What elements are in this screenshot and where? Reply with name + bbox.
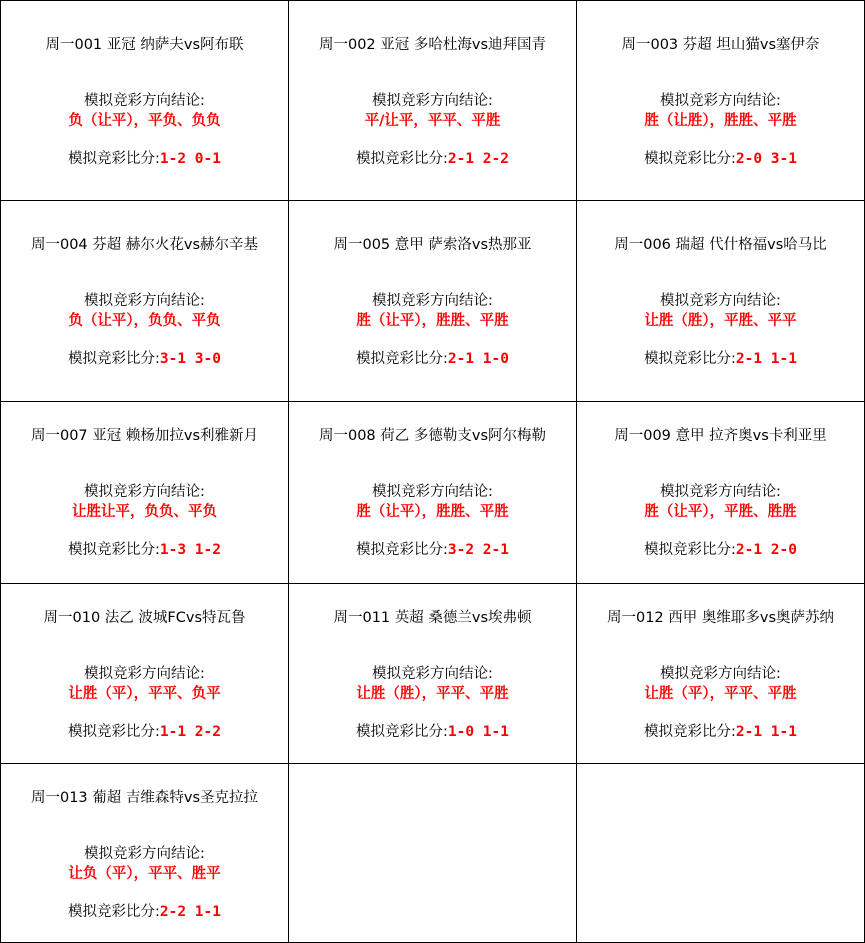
direction-result: 负（让平），负负、平负 xyxy=(68,313,221,329)
score-value: 2-0 3-1 xyxy=(735,151,797,167)
empty-cell xyxy=(577,764,864,942)
score-value: 3-2 2-1 xyxy=(447,542,509,558)
match-cell xyxy=(1,402,289,584)
match-title: 周一002 亚冠 多哈杜海vs迪拜国青 xyxy=(318,37,547,53)
match-title: 周一013 葡超 吉维森特vs圣克拉拉 xyxy=(30,790,259,806)
score-line xyxy=(577,349,864,369)
direction-result: 平/让平，平平、平胜 xyxy=(364,113,501,129)
score-label: 模拟竞彩比分: xyxy=(68,151,160,167)
direction-result: 让胜（胜），平胜、平平 xyxy=(644,313,797,329)
score-value: 1-0 1-1 xyxy=(447,724,509,740)
score-line xyxy=(1,722,288,742)
match-title: 周一008 荷乙 多德勒支vs阿尔梅勒 xyxy=(318,428,547,444)
direction-label: 模拟竞彩方向结论: xyxy=(660,666,781,682)
score-label: 模拟竞彩比分: xyxy=(644,151,736,167)
match-cell xyxy=(289,402,577,584)
score-label: 模拟竞彩比分: xyxy=(356,542,448,558)
match-title: 周一007 亚冠 赖杨加拉vs利雅新月 xyxy=(30,428,259,444)
match-cell xyxy=(1,1,289,201)
match-title: 周一003 芬超 坦山猫vs塞伊奈 xyxy=(621,37,820,53)
score-line xyxy=(289,722,576,742)
direction-label: 模拟竞彩方向结论: xyxy=(84,293,205,309)
match-cell xyxy=(577,584,864,764)
direction-result: 让胜（平），平平、平胜 xyxy=(644,686,797,702)
match-cell xyxy=(289,584,577,764)
score-label: 模拟竞彩比分: xyxy=(356,351,448,367)
direction-label: 模拟竞彩方向结论: xyxy=(84,846,205,862)
direction-label: 模拟竞彩方向结论: xyxy=(660,293,781,309)
score-value: 1-2 0-1 xyxy=(159,151,221,167)
match-cell xyxy=(577,1,864,201)
score-value: 2-1 1-0 xyxy=(447,351,509,367)
match-title: 周一004 芬超 赫尔火花vs赫尔辛基 xyxy=(30,237,259,253)
score-line xyxy=(1,149,288,169)
match-title: 周一010 法乙 波城FCvs特瓦鲁 xyxy=(43,610,246,626)
match-cell xyxy=(289,201,577,402)
score-line xyxy=(289,149,576,169)
score-value: 2-2 1-1 xyxy=(159,904,221,920)
direction-result: 胜（让平），平胜、胜胜 xyxy=(644,504,797,520)
direction-result: 让负（平），平平、胜平 xyxy=(68,866,221,882)
score-line xyxy=(1,902,288,922)
score-value: 2-1 2-2 xyxy=(447,151,509,167)
direction-label: 模拟竞彩方向结论: xyxy=(660,484,781,500)
score-value: 1-1 2-2 xyxy=(159,724,221,740)
score-line xyxy=(577,722,864,742)
direction-label: 模拟竞彩方向结论: xyxy=(84,484,205,500)
score-line xyxy=(1,349,288,369)
direction-result: 胜（让平），胜胜、平胜 xyxy=(356,313,509,329)
match-cell xyxy=(289,1,577,201)
direction-result: 胜（让胜），胜胜、平胜 xyxy=(644,113,797,129)
direction-result: 负（让平），平负、负负 xyxy=(68,113,221,129)
score-value: 3-1 3-0 xyxy=(159,351,221,367)
direction-result: 让胜（胜），平平、平胜 xyxy=(356,686,509,702)
score-line xyxy=(1,540,288,560)
direction-result: 让胜让平，负负、平负 xyxy=(72,504,217,520)
score-value: 2-1 1-1 xyxy=(735,351,797,367)
match-title: 周一012 西甲 奥维耶多vs奥萨苏纳 xyxy=(606,610,835,626)
score-line xyxy=(577,149,864,169)
direction-label: 模拟竞彩方向结论: xyxy=(84,666,205,682)
match-title: 周一011 英超 桑德兰vs埃弗顿 xyxy=(333,610,532,626)
score-label: 模拟竞彩比分: xyxy=(356,151,448,167)
score-label: 模拟竞彩比分: xyxy=(68,724,160,740)
match-title: 周一001 亚冠 纳萨夫vs阿布联 xyxy=(45,37,244,53)
score-label: 模拟竞彩比分: xyxy=(644,724,736,740)
score-line xyxy=(289,349,576,369)
score-value: 1-3 1-2 xyxy=(159,542,221,558)
direction-label: 模拟竞彩方向结论: xyxy=(372,293,493,309)
direction-result: 胜（让平），胜胜、平胜 xyxy=(356,504,509,520)
direction-label: 模拟竞彩方向结论: xyxy=(372,93,493,109)
score-label: 模拟竞彩比分: xyxy=(644,542,736,558)
direction-label: 模拟竞彩方向结论: xyxy=(660,93,781,109)
score-label: 模拟竞彩比分: xyxy=(68,351,160,367)
match-cell xyxy=(1,764,289,942)
match-cell xyxy=(1,201,289,402)
score-label: 模拟竞彩比分: xyxy=(68,542,160,558)
score-value: 2-1 1-1 xyxy=(735,724,797,740)
direction-label: 模拟竞彩方向结论: xyxy=(84,93,205,109)
score-line xyxy=(289,540,576,560)
direction-label: 模拟竞彩方向结论: xyxy=(372,484,493,500)
match-cell xyxy=(577,201,864,402)
match-cell xyxy=(1,584,289,764)
score-label: 模拟竞彩比分: xyxy=(644,351,736,367)
direction-result: 让胜（平），平平、负平 xyxy=(68,686,221,702)
match-title: 周一009 意甲 拉齐奥vs卡利亚里 xyxy=(614,428,827,444)
score-line xyxy=(577,540,864,560)
match-title: 周一006 瑞超 代什格福vs哈马比 xyxy=(614,237,827,253)
match-cell xyxy=(577,402,864,584)
score-label: 模拟竞彩比分: xyxy=(356,724,448,740)
empty-cell xyxy=(289,764,577,942)
direction-label: 模拟竞彩方向结论: xyxy=(372,666,493,682)
score-label: 模拟竞彩比分: xyxy=(68,904,160,920)
match-title: 周一005 意甲 萨索洛vs热那亚 xyxy=(333,237,532,253)
score-value: 2-1 2-0 xyxy=(735,542,797,558)
